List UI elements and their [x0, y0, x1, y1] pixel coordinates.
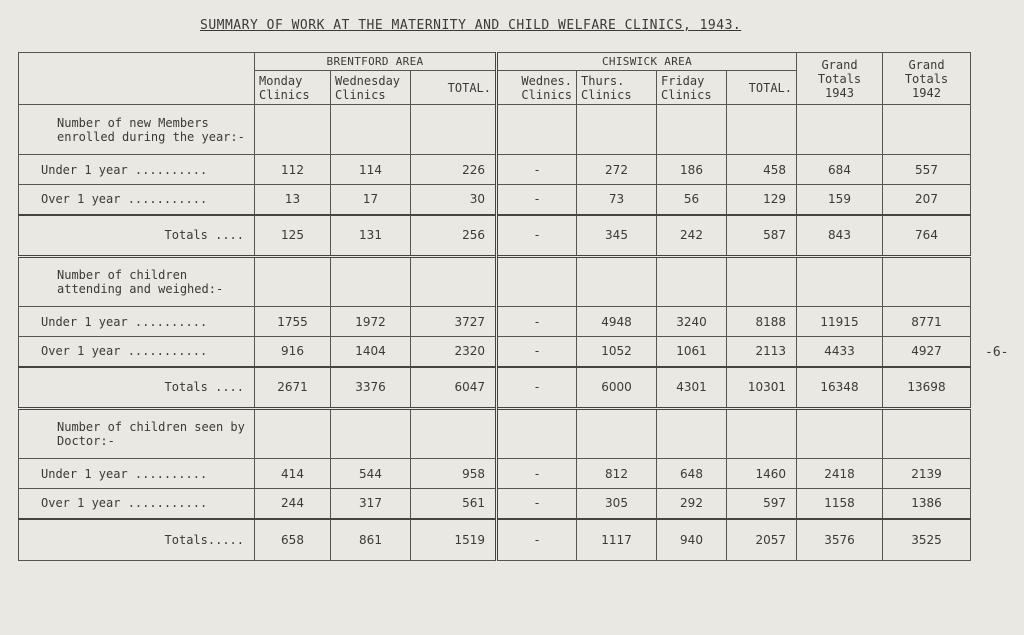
value-cell: 13698 [883, 367, 971, 409]
value-cell: 16348 [797, 367, 883, 409]
row-label: Under 1 year .......... [19, 155, 255, 185]
value-cell: 1052 [577, 337, 657, 367]
empty-cell [797, 105, 883, 155]
empty-cell [497, 409, 577, 459]
value-cell: 2139 [883, 459, 971, 489]
empty-cell [577, 409, 657, 459]
empty-cell [883, 105, 971, 155]
row-label: Under 1 year .......... [19, 459, 255, 489]
value-cell: 3525 [883, 519, 971, 561]
value-cell: 4301 [657, 367, 727, 409]
empty-cell [883, 257, 971, 307]
col-header-chiswick-total: TOTAL. [727, 71, 797, 105]
row-label: Under 1 year .......... [19, 307, 255, 337]
over-1-year-row [19, 337, 971, 367]
col-header-monday: Monday Clinics [255, 71, 331, 105]
empty-cell [727, 257, 797, 307]
empty-cell [497, 105, 577, 155]
empty-cell [577, 105, 657, 155]
summary-table [18, 52, 971, 561]
summary-table-body [19, 105, 971, 561]
empty-cell [797, 409, 883, 459]
value-cell: 2113 [727, 337, 797, 367]
over-1-year-row [19, 185, 971, 215]
value-cell: 648 [657, 459, 727, 489]
value-cell: 414 [255, 459, 331, 489]
value-cell: 557 [883, 155, 971, 185]
value-cell: 658 [255, 519, 331, 561]
section-heading: Number of children attending and weighed:- [19, 257, 255, 307]
value-cell: 186 [657, 155, 727, 185]
value-cell: 8188 [727, 307, 797, 337]
value-cell: - [497, 337, 577, 367]
row-label: Over 1 year ........... [19, 489, 255, 519]
section-heading-row [19, 409, 971, 459]
value-cell: 1158 [797, 489, 883, 519]
section-heading: Number of new Members enrolled during the year:- [19, 105, 255, 155]
totals-row [19, 519, 971, 561]
value-cell: 2671 [255, 367, 331, 409]
totals-row [19, 367, 971, 409]
empty-cell [411, 105, 497, 155]
value-cell: 8771 [883, 307, 971, 337]
col-header-brentford-total: TOTAL. [411, 71, 497, 105]
value-cell: 56 [657, 185, 727, 215]
empty-cell [577, 257, 657, 307]
value-cell: 4948 [577, 307, 657, 337]
value-cell: 129 [727, 185, 797, 215]
value-cell: 1460 [727, 459, 797, 489]
empty-cell [331, 409, 411, 459]
value-cell: 10301 [727, 367, 797, 409]
value-cell: 940 [657, 519, 727, 561]
empty-cell [727, 409, 797, 459]
empty-cell [255, 257, 331, 307]
value-cell: 916 [255, 337, 331, 367]
value-cell: 17 [331, 185, 411, 215]
value-cell: 272 [577, 155, 657, 185]
value-cell: 114 [331, 155, 411, 185]
page-title: SUMMARY OF WORK AT THE MATERNITY AND CHILD WELFARE CLINICS, 1943. [200, 18, 742, 33]
value-cell: 317 [331, 489, 411, 519]
header-row-areas [19, 53, 971, 71]
value-cell: - [497, 307, 577, 337]
value-cell: 1972 [331, 307, 411, 337]
value-cell: 244 [255, 489, 331, 519]
col-header-thursday: Thurs. Clinics [577, 71, 657, 105]
value-cell: 587 [727, 215, 797, 257]
value-cell: 159 [797, 185, 883, 215]
value-cell: 597 [727, 489, 797, 519]
value-cell: 131 [331, 215, 411, 257]
under-1-year-row [19, 155, 971, 185]
col-header-friday: Friday Clinics [657, 71, 727, 105]
totals-row [19, 215, 971, 257]
value-cell: 861 [331, 519, 411, 561]
value-cell: 843 [797, 215, 883, 257]
value-cell: 1755 [255, 307, 331, 337]
value-cell: 3240 [657, 307, 727, 337]
value-cell: 2320 [411, 337, 497, 367]
col-header-wednesday: Wednesday Clinics [331, 71, 411, 105]
value-cell: 812 [577, 459, 657, 489]
value-cell: 305 [577, 489, 657, 519]
empty-cell [797, 257, 883, 307]
page-number: -6- [985, 345, 1009, 360]
value-cell: 684 [797, 155, 883, 185]
empty-cell [883, 409, 971, 459]
brentford-area-header: BRENTFORD AREA [255, 53, 497, 71]
value-cell: 958 [411, 459, 497, 489]
value-cell: 11915 [797, 307, 883, 337]
value-cell: 345 [577, 215, 657, 257]
value-cell: 544 [331, 459, 411, 489]
empty-cell [411, 257, 497, 307]
empty-cell [497, 257, 577, 307]
value-cell: 6000 [577, 367, 657, 409]
value-cell: 4927 [883, 337, 971, 367]
value-cell: - [497, 367, 577, 409]
value-cell: 1117 [577, 519, 657, 561]
value-cell: 73 [577, 185, 657, 215]
value-cell: - [497, 489, 577, 519]
value-cell: - [497, 519, 577, 561]
section-heading-row [19, 257, 971, 307]
totals-label: Totals .... [19, 367, 255, 409]
empty-cell [727, 105, 797, 155]
over-1-year-row [19, 489, 971, 519]
value-cell: 125 [255, 215, 331, 257]
chiswick-area-header: CHISWICK AREA [497, 53, 797, 71]
value-cell: 256 [411, 215, 497, 257]
value-cell: 30 [411, 185, 497, 215]
value-cell: 3576 [797, 519, 883, 561]
empty-cell [657, 409, 727, 459]
empty-cell [657, 105, 727, 155]
value-cell: - [497, 155, 577, 185]
under-1-year-row [19, 459, 971, 489]
row-label: Over 1 year ........... [19, 185, 255, 215]
value-cell: 1519 [411, 519, 497, 561]
value-cell: 226 [411, 155, 497, 185]
value-cell: 2418 [797, 459, 883, 489]
value-cell: 13 [255, 185, 331, 215]
section-heading-row [19, 105, 971, 155]
header-blank-cell [19, 53, 255, 105]
value-cell: 4433 [797, 337, 883, 367]
empty-cell [331, 105, 411, 155]
value-cell: 2057 [727, 519, 797, 561]
grand-totals-1942-header: Grand Totals 1942 [883, 53, 971, 105]
value-cell: 561 [411, 489, 497, 519]
value-cell: 6047 [411, 367, 497, 409]
value-cell: 292 [657, 489, 727, 519]
totals-label: Totals .... [19, 215, 255, 257]
section-heading: Number of children seen by Doctor:- [19, 409, 255, 459]
value-cell: - [497, 185, 577, 215]
empty-cell [331, 257, 411, 307]
row-label: Over 1 year ........... [19, 337, 255, 367]
empty-cell [255, 409, 331, 459]
value-cell: 3727 [411, 307, 497, 337]
totals-label: Totals..... [19, 519, 255, 561]
value-cell: - [497, 459, 577, 489]
empty-cell [657, 257, 727, 307]
value-cell: 458 [727, 155, 797, 185]
under-1-year-row [19, 307, 971, 337]
col-header-chiswick-wednesday: Wednes. Clinics [497, 71, 577, 105]
value-cell: 1386 [883, 489, 971, 519]
empty-cell [255, 105, 331, 155]
value-cell: 1061 [657, 337, 727, 367]
value-cell: 242 [657, 215, 727, 257]
empty-cell [411, 409, 497, 459]
value-cell: - [497, 215, 577, 257]
value-cell: 764 [883, 215, 971, 257]
grand-totals-1943-header: Grand Totals 1943 [797, 53, 883, 105]
value-cell: 112 [255, 155, 331, 185]
value-cell: 1404 [331, 337, 411, 367]
value-cell: 207 [883, 185, 971, 215]
value-cell: 3376 [331, 367, 411, 409]
